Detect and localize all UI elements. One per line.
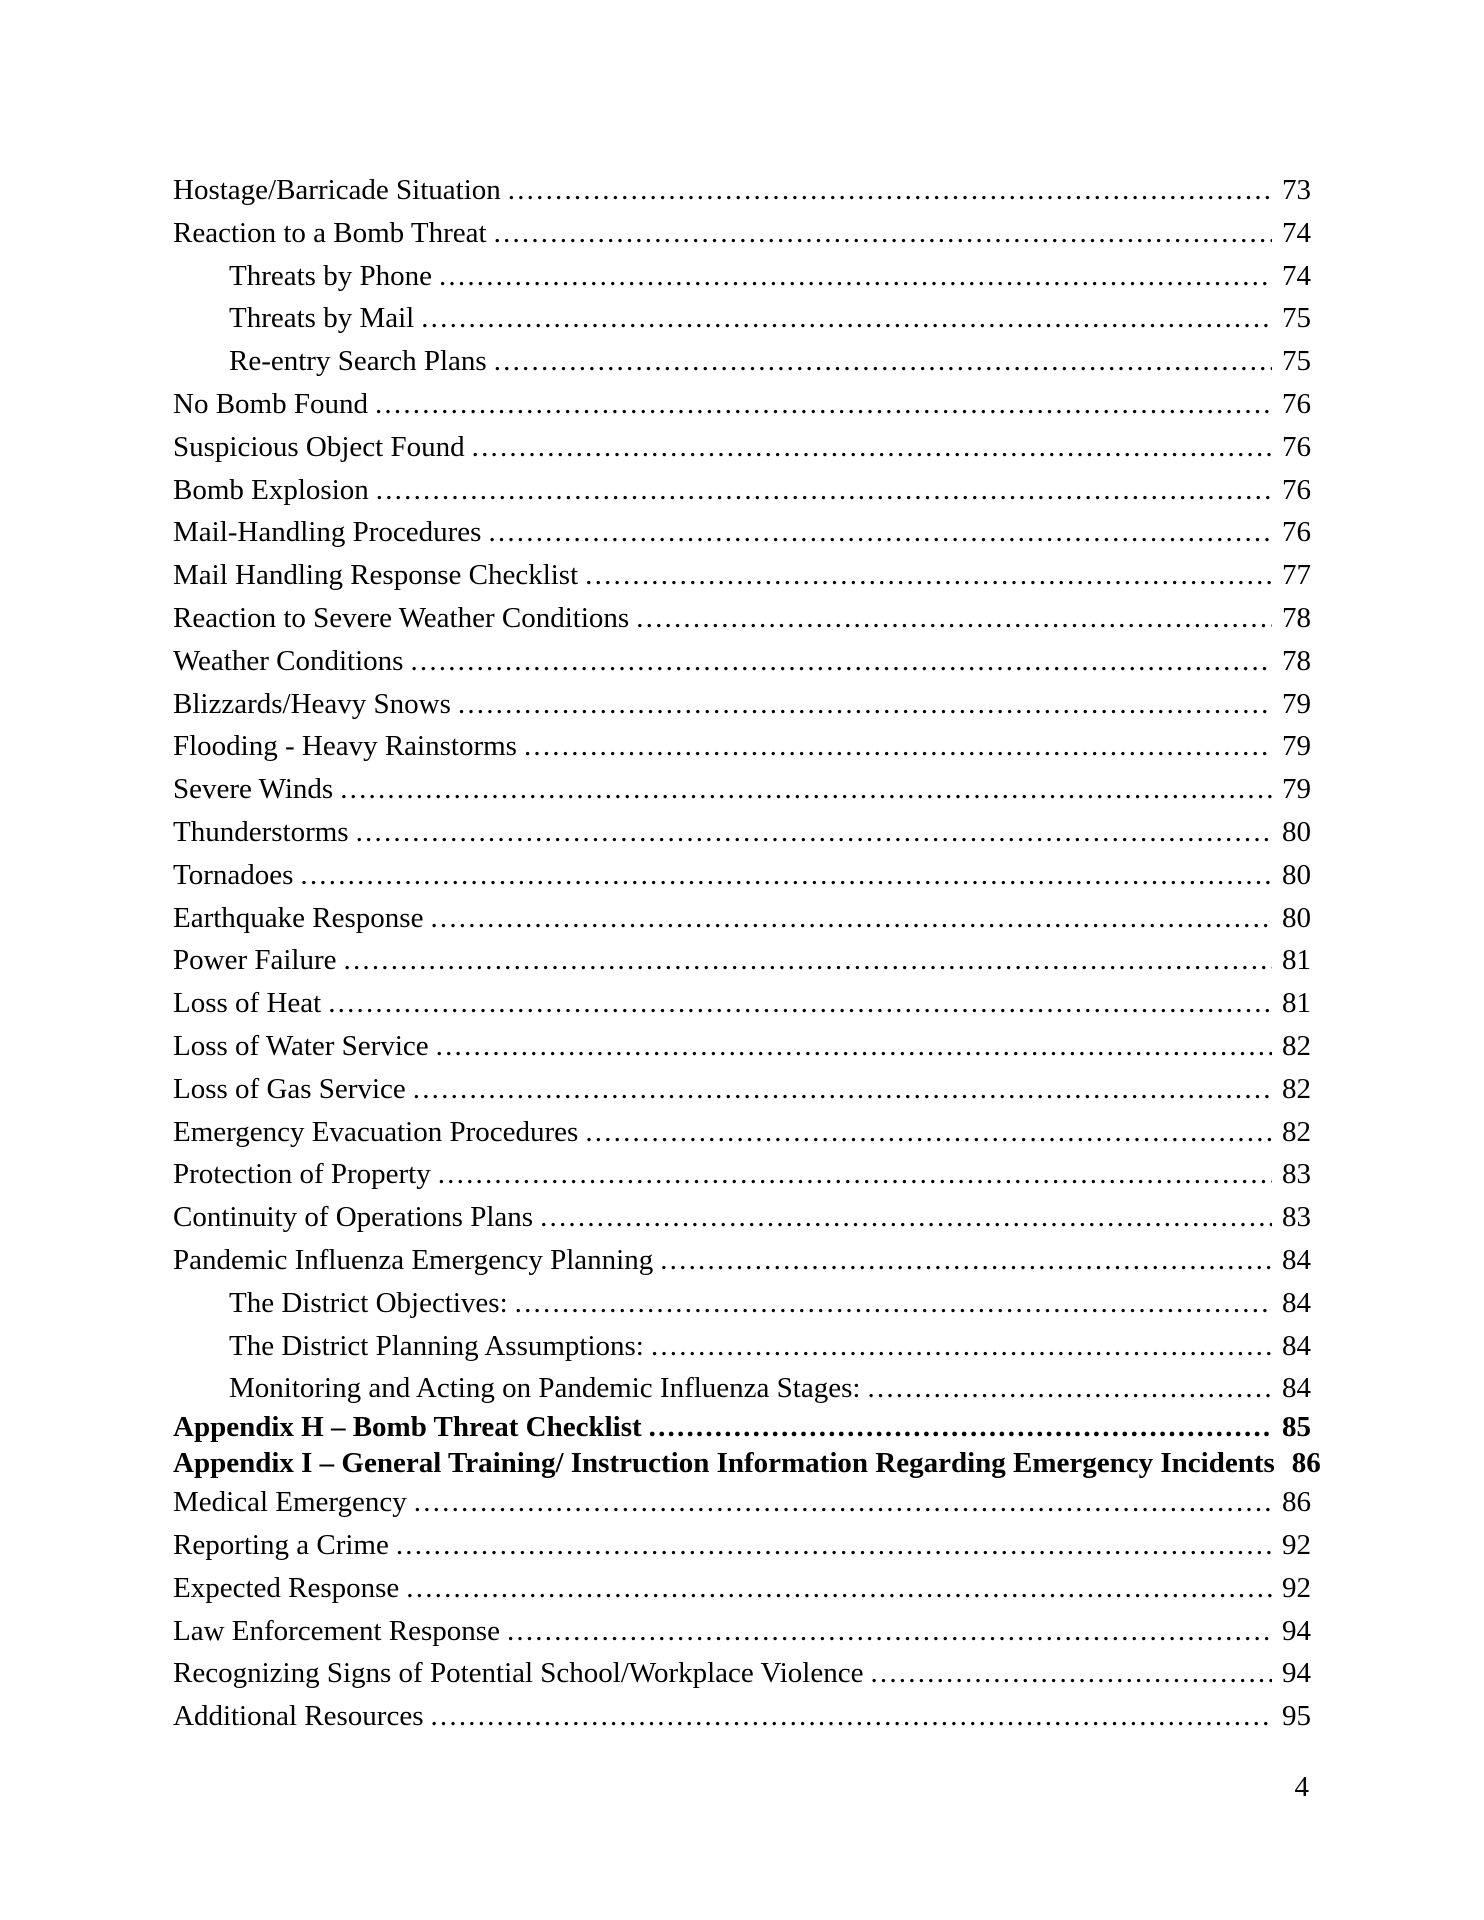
toc-dot-leader bbox=[636, 597, 1272, 640]
toc-dot-leader bbox=[375, 383, 1272, 426]
toc-entry-label: Loss of Water Service bbox=[173, 1029, 429, 1062]
toc-entry-page: 84 bbox=[1282, 1286, 1311, 1319]
toc-entry-page: 84 bbox=[1282, 1372, 1311, 1405]
toc-entry-label: Blizzards/Heavy Snows bbox=[173, 687, 451, 720]
toc-dot-leader bbox=[356, 811, 1272, 854]
toc-entry-page: 85 bbox=[1282, 1411, 1311, 1444]
toc-dot-leader bbox=[413, 1068, 1272, 1111]
toc-entry-page: 92 bbox=[1282, 1529, 1311, 1562]
toc-dot-leader bbox=[436, 1025, 1272, 1068]
toc-dot-leader bbox=[515, 1282, 1272, 1325]
toc-entry-page: 78 bbox=[1282, 601, 1311, 634]
toc-entry-page: 81 bbox=[1282, 944, 1311, 977]
toc-entry-page: 82 bbox=[1282, 1115, 1311, 1148]
toc-entry bbox=[173, 1367, 1311, 1410]
toc-entry-page: 74 bbox=[1282, 216, 1311, 249]
toc-entry bbox=[173, 1410, 1311, 1446]
toc-entry bbox=[173, 255, 1311, 298]
toc-dot-leader bbox=[458, 683, 1272, 726]
toc-entry bbox=[173, 811, 1311, 854]
toc-dot-leader bbox=[651, 1325, 1272, 1368]
toc-dot-leader bbox=[524, 725, 1272, 768]
toc-entry-label: Loss of Heat bbox=[173, 987, 322, 1020]
toc-entry bbox=[173, 1567, 1311, 1610]
toc-dot-leader bbox=[472, 426, 1272, 469]
toc-entry-page: 76 bbox=[1282, 473, 1311, 506]
toc-entry-page: 94 bbox=[1282, 1657, 1311, 1690]
toc-entry-page: 79 bbox=[1282, 773, 1311, 806]
toc-entry-label: Reporting a Crime bbox=[173, 1529, 389, 1562]
toc-entry bbox=[173, 1025, 1311, 1068]
toc-entry-page: 86 bbox=[1291, 1446, 1321, 1479]
toc-dot-leader bbox=[406, 1567, 1272, 1610]
toc-entry bbox=[173, 426, 1311, 469]
toc-entry-label: Monitoring and Acting on Pandemic Influenza Stages: bbox=[229, 1372, 861, 1405]
toc-entry-label: Mail-Handling Procedures bbox=[173, 516, 482, 549]
toc-entry-page: 92 bbox=[1282, 1571, 1311, 1604]
toc-entry-label: Tornadoes bbox=[173, 858, 294, 891]
toc-entry-page: 76 bbox=[1282, 430, 1311, 463]
toc-entry-page: 79 bbox=[1282, 730, 1311, 763]
toc-dot-leader bbox=[421, 297, 1272, 340]
toc-dot-leader bbox=[414, 1481, 1272, 1524]
toc-entry-page: 77 bbox=[1282, 559, 1311, 592]
toc-entry-label: No Bomb Found bbox=[173, 387, 368, 420]
toc-dot-leader bbox=[540, 1196, 1272, 1239]
toc-dot-leader bbox=[867, 1367, 1272, 1410]
toc-entry-label: Suspicious Object Found bbox=[173, 430, 465, 463]
toc-entry-page: 82 bbox=[1282, 1072, 1311, 1105]
toc-entry-label: Threats by Phone bbox=[229, 259, 432, 292]
toc-entry bbox=[173, 725, 1311, 768]
toc-entry bbox=[173, 1652, 1311, 1695]
toc-entry bbox=[173, 297, 1311, 340]
toc-dot-leader bbox=[508, 169, 1272, 212]
toc-entry bbox=[173, 511, 1311, 554]
toc-entry-label: Re-entry Search Plans bbox=[229, 345, 487, 378]
toc-entry-label: Reaction to Severe Weather Conditions bbox=[173, 601, 630, 634]
toc-entry-label: Earthquake Response bbox=[173, 901, 424, 934]
toc-entry-label: Threats by Mail bbox=[229, 302, 415, 335]
toc-entry bbox=[173, 768, 1311, 811]
toc-dot-leader bbox=[649, 1410, 1272, 1446]
toc-entry bbox=[173, 469, 1311, 512]
table-of-contents bbox=[173, 169, 1321, 1738]
toc-entry-label: Bomb Explosion bbox=[173, 473, 369, 506]
toc-dot-leader bbox=[430, 1695, 1272, 1738]
toc-entry-page: 80 bbox=[1282, 858, 1311, 891]
page-number: 4 bbox=[1294, 1771, 1309, 1803]
toc-entry-label: Continuity of Operations Plans bbox=[173, 1201, 534, 1234]
toc-entry bbox=[173, 1481, 1311, 1524]
toc-entry-page: 76 bbox=[1282, 387, 1311, 420]
toc-entry bbox=[173, 212, 1311, 255]
toc-entry bbox=[173, 897, 1311, 940]
toc-entry-label: The District Planning Assumptions: bbox=[229, 1329, 644, 1362]
toc-entry bbox=[173, 640, 1311, 683]
toc-entry-label: Appendix H – Bomb Threat Checklist bbox=[173, 1411, 642, 1444]
toc-entry bbox=[173, 1111, 1311, 1154]
toc-dot-leader bbox=[494, 212, 1272, 255]
toc-entry bbox=[173, 939, 1311, 982]
toc-dot-leader bbox=[585, 554, 1272, 597]
toc-entry bbox=[173, 1196, 1311, 1239]
toc-entry-label: Severe Winds bbox=[173, 773, 334, 806]
toc-entry-label: Weather Conditions bbox=[173, 644, 404, 677]
toc-entry bbox=[173, 1524, 1311, 1567]
toc-dot-leader bbox=[494, 340, 1272, 383]
toc-entry-label: Additional Resources bbox=[173, 1700, 424, 1733]
toc-entry-label: Loss of Gas Service bbox=[173, 1072, 406, 1105]
toc-entry bbox=[173, 340, 1311, 383]
toc-entry bbox=[173, 554, 1311, 597]
toc-entry-label: Power Failure bbox=[173, 944, 337, 977]
toc-entry-page: 73 bbox=[1282, 174, 1311, 206]
toc-entry bbox=[173, 1282, 1311, 1325]
toc-entry-page: 80 bbox=[1282, 815, 1311, 848]
toc-entry-page: 75 bbox=[1282, 345, 1311, 378]
toc-dot-leader bbox=[300, 854, 1272, 897]
toc-entry-page: 84 bbox=[1282, 1243, 1311, 1276]
toc-entry-label: Law Enforcement Response bbox=[173, 1614, 500, 1647]
toc-entry-page: 94 bbox=[1282, 1614, 1311, 1647]
toc-entry bbox=[173, 1695, 1311, 1738]
toc-entry-label: Hostage/Barricade Situation bbox=[173, 174, 501, 206]
toc-entry-page: 84 bbox=[1282, 1329, 1311, 1362]
toc-dot-leader bbox=[660, 1239, 1272, 1282]
toc-dot-leader bbox=[507, 1610, 1272, 1653]
toc-entry-label: Flooding - Heavy Rainstorms bbox=[173, 730, 517, 763]
toc-entry-label: Thunderstorms bbox=[173, 815, 349, 848]
toc-entry-label: Appendix I – General Training/ Instruction Information Regarding Emergency Incidents bbox=[173, 1446, 1275, 1479]
toc-entry-label: Recognizing Signs of Potential School/Workplace Violence bbox=[173, 1657, 864, 1690]
toc-dot-leader bbox=[376, 469, 1272, 512]
toc-dot-leader bbox=[488, 511, 1272, 554]
toc-entry bbox=[173, 1153, 1311, 1196]
toc-entry-page: 78 bbox=[1282, 644, 1311, 677]
toc-entry bbox=[173, 1325, 1311, 1368]
toc-entry-label: Protection of Property bbox=[173, 1158, 431, 1191]
toc-dot-leader bbox=[340, 768, 1272, 811]
toc-entry-page: 95 bbox=[1282, 1700, 1311, 1733]
toc-entry bbox=[173, 1446, 1321, 1482]
toc-dot-leader bbox=[328, 982, 1272, 1025]
toc-entry-label: The District Objectives: bbox=[229, 1286, 508, 1319]
toc-entry-page: 76 bbox=[1282, 516, 1311, 549]
toc-entry bbox=[173, 169, 1311, 212]
toc-dot-leader bbox=[430, 897, 1272, 940]
toc-entry-page: 83 bbox=[1282, 1201, 1311, 1234]
toc-entry bbox=[173, 1610, 1311, 1653]
toc-entry bbox=[173, 1068, 1311, 1111]
toc-dot-leader bbox=[410, 640, 1272, 683]
toc-entry bbox=[173, 1239, 1311, 1282]
toc-entry-label: Pandemic Influenza Emergency Planning bbox=[173, 1243, 654, 1276]
toc-entry bbox=[173, 597, 1311, 640]
toc-entry bbox=[173, 982, 1311, 1025]
toc-entry-label: Mail Handling Response Checklist bbox=[173, 559, 579, 592]
toc-entry-page: 86 bbox=[1282, 1486, 1311, 1519]
toc-dot-leader bbox=[439, 255, 1272, 298]
toc-entry-label: Expected Response bbox=[173, 1571, 400, 1604]
toc-dot-leader bbox=[344, 939, 1273, 982]
toc-entry-page: 74 bbox=[1282, 259, 1311, 292]
toc-dot-leader bbox=[585, 1111, 1272, 1154]
toc-entry bbox=[173, 683, 1311, 726]
toc-entry-page: 82 bbox=[1282, 1029, 1311, 1062]
toc-entry-page: 81 bbox=[1282, 987, 1311, 1020]
toc-entry-label: Reaction to a Bomb Threat bbox=[173, 216, 487, 249]
toc-entry-page: 83 bbox=[1282, 1158, 1311, 1191]
toc-dot-leader bbox=[396, 1524, 1272, 1567]
toc-entry bbox=[173, 383, 1311, 426]
toc-entry-page: 79 bbox=[1282, 687, 1311, 720]
toc-dot-leader bbox=[438, 1153, 1272, 1196]
toc-entry bbox=[173, 854, 1311, 897]
toc-entry-page: 80 bbox=[1282, 901, 1311, 934]
toc-entry-label: Medical Emergency bbox=[173, 1486, 407, 1519]
toc-entry-label: Emergency Evacuation Procedures bbox=[173, 1115, 579, 1148]
toc-entry-page: 75 bbox=[1282, 302, 1311, 335]
toc-dot-leader bbox=[870, 1652, 1272, 1695]
